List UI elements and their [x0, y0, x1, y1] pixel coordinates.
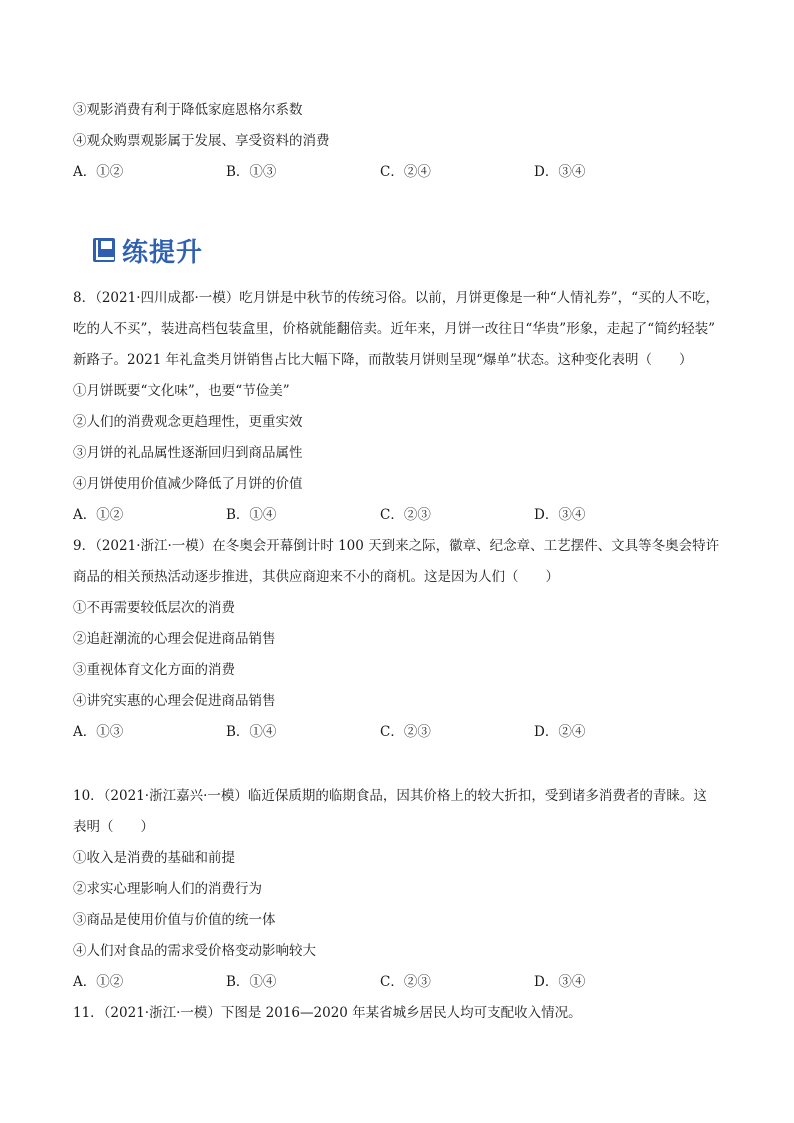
q9-statement-4: ④讲究实惠的心理会促进商品销售	[73, 693, 276, 709]
q9-options	[73, 722, 733, 742]
q7-options	[73, 162, 733, 182]
q7-statement-4: ④观众购票观影属于发展、享受资料的消费	[73, 133, 330, 149]
q10-option-b: B．①④	[226, 974, 277, 990]
q7-statement-3: ③观影消费有利于降低家庭恩格尔系数	[73, 102, 303, 118]
q10-stem-line-1: 10．（2021·浙江嘉兴·一模）临近保质期的临期食品，因其价格上的较大折扣，受到诸多消费者的青睐。这	[73, 788, 707, 804]
q8-statement-2: ②人们的消费观念更趋理性，更重实效	[73, 414, 303, 430]
q9-stem-line-1: 9．（2021·浙江·一模）在冬奥会开幕倒计时 100 天到来之际，徽章、纪念章、工艺摆件、文具等冬奥会特许	[73, 538, 720, 554]
q10-statement-2: ②求实心理影响人们的消费行为	[73, 881, 262, 897]
q8-statement-1: ①月饼既要“文化味”，也要“节俭美”	[73, 383, 290, 399]
q7-option-c: C．②④	[380, 164, 431, 180]
q8-statement-4: ④月饼使用价值减少降低了月饼的价值	[73, 476, 303, 492]
q8-stem-line-3: 新路子。2021 年礼盒类月饼销售占比大幅下降，而散装月饼则呈现“爆单”状态。这种变化表明（ ）	[73, 352, 693, 368]
q10-statement-4: ④人们对食品的需求受价格变动影响较大	[73, 943, 316, 959]
q8-option-d: D．③④	[534, 507, 586, 523]
q10-options	[73, 972, 733, 992]
section-title: 练提升	[122, 237, 204, 268]
q10-option-c: C．②③	[380, 974, 431, 990]
q8-option-b: B．①④	[226, 507, 277, 523]
q10-option-a: A．①②	[73, 974, 124, 990]
q7-option-d: D．③④	[534, 164, 586, 180]
q9-statement-1: ①不再需要较低层次的消费	[73, 600, 235, 616]
q9-option-b: B．①④	[226, 724, 277, 740]
q9-statement-2: ②追赶潮流的心理会促进商品销售	[73, 631, 276, 647]
q8-statement-3: ③月饼的礼品属性逐渐回归到商品属性	[73, 445, 303, 461]
q10-stem-line-2: 表明（ ）	[73, 819, 154, 835]
q8-option-a: A．①②	[73, 507, 124, 523]
q10-statement-1: ①收入是消费的基础和前提	[73, 850, 235, 866]
q8-option-c: C．②③	[380, 507, 431, 523]
section-heading	[92, 233, 203, 267]
q9-option-a: A．①③	[73, 724, 124, 740]
q8-options	[73, 505, 733, 525]
q10-option-d: D．③④	[534, 974, 586, 990]
q9-option-d: D．②④	[534, 724, 586, 740]
q7-option-b: B．①③	[226, 164, 277, 180]
q11-stem-line-1: 11．（2021·浙江·一模）下图是 2016—2020 年某省城乡居民人均可支配收入情况。	[73, 1005, 582, 1021]
book-icon	[92, 237, 116, 263]
q8-stem-line-2: 吃的人不买”，装进高档包装盒里，价格就能翻倍卖。近年来，月饼一改往日“华贵”形象，走起了“简约轻装”	[73, 321, 716, 337]
q9-option-c: C．②③	[380, 724, 431, 740]
q9-stem-line-2: 商品的相关预热活动逐步推进，其供应商迎来不小的商机。这是因为人们（ ）	[73, 569, 559, 585]
q9-statement-3: ③重视体育文化方面的消费	[73, 662, 235, 678]
q8-stem-line-1: 8．（2021·四川成都·一模）吃月饼是中秋节的传统习俗。以前，月饼更像是一种“人情礼券”，“买的人不吃，	[73, 290, 719, 306]
q7-option-a: A．①②	[73, 164, 124, 180]
q10-statement-3: ③商品是使用价值与价值的统一体	[73, 912, 276, 928]
